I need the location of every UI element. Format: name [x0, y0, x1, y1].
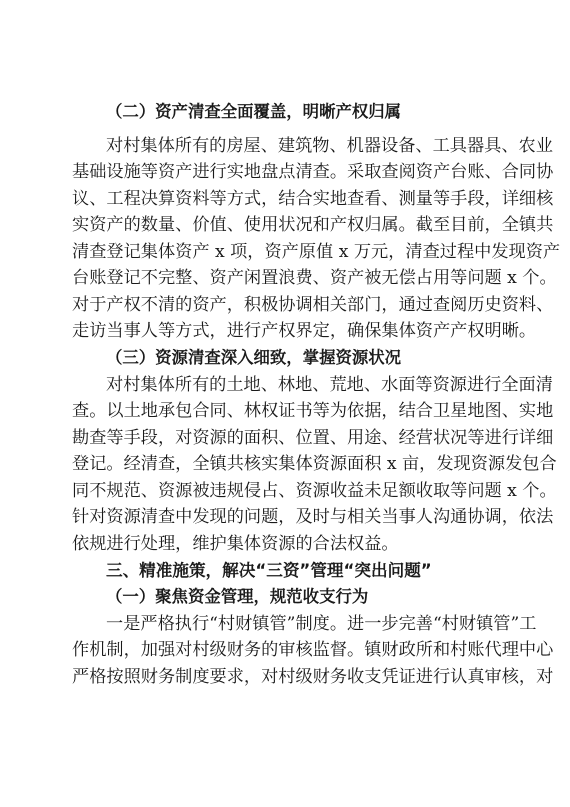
- subheading-resource-inventory: （三）资源清查深入细致，掌握资源状况: [106, 348, 402, 367]
- paragraph-line: 查。以土地承包合同、林权证书等为依据，结合卫星地图、实地: [72, 401, 554, 421]
- paragraph-line: 作机制，加强对村级财务的审核监督。镇财政所和村账代理中心: [72, 640, 554, 660]
- paragraph-line: 对于产权不清的资产，积极协调相关部门，通过查阅历史资料、: [72, 295, 554, 315]
- paragraph-line: 登记。经清查，全镇共核实集体资源面积 x 亩，发现资源发包合: [72, 454, 557, 474]
- paragraph-line: 清查登记集体资产 x 项，资产原值 x 万元，清查过程中发现资产: [72, 242, 561, 262]
- subheading-fund-management: （一）聚焦资金管理，规范收支行为: [106, 587, 369, 606]
- subheading-asset-inventory: （二）资产清查全面覆盖，明晰产权归属: [106, 102, 402, 121]
- paragraph-line: 针对资源清查中发现的问题，及时与相关当事人沟通协调，依法: [72, 507, 554, 527]
- paragraph-line: 议、工程决算资料等方式，结合实地查看、测量等手段，详细核: [72, 189, 554, 209]
- paragraph-line: 一是严格执行“村财镇管”制度。进一步完善“村财镇管”工: [106, 614, 537, 634]
- paragraph-line: 对村集体所有的房屋、建筑物、机器设备、工具器具、农业: [106, 136, 553, 156]
- paragraph-line: 依规进行处理，维护集体资源的合法权益。: [72, 534, 399, 554]
- paragraph-line: 台账登记不完整、资产闲置浪费、资产被无偿占用等问题 x 个。: [72, 268, 557, 288]
- paragraph-line: 同不规范、资源被违规侵占、资源收益未足额收取等问题 x 个。: [72, 481, 557, 501]
- paragraph-line: 严格按照财务制度要求，对村级财务收支凭证进行认真审核，对: [72, 667, 554, 687]
- paragraph-line: 勘查等手段，对资源的面积、位置、用途、经营状况等进行详细: [72, 428, 554, 448]
- paragraph-line: 基础设施等资产进行实地盘点清查。采取查阅资产台账、合同协: [72, 162, 554, 182]
- section-heading-three: 三、精准施策，解决“三资”管理“突出问题”: [106, 561, 432, 580]
- paragraph-line: 走访当事人等方式，进行产权界定，确保集体资产产权明晰。: [72, 321, 537, 341]
- paragraph-line: 对村集体所有的土地、林地、荒地、水面等资源进行全面清: [106, 375, 553, 395]
- paragraph-line: 实资产的数量、价值、使用状况和产权归属。截至目前，全镇共: [72, 215, 554, 235]
